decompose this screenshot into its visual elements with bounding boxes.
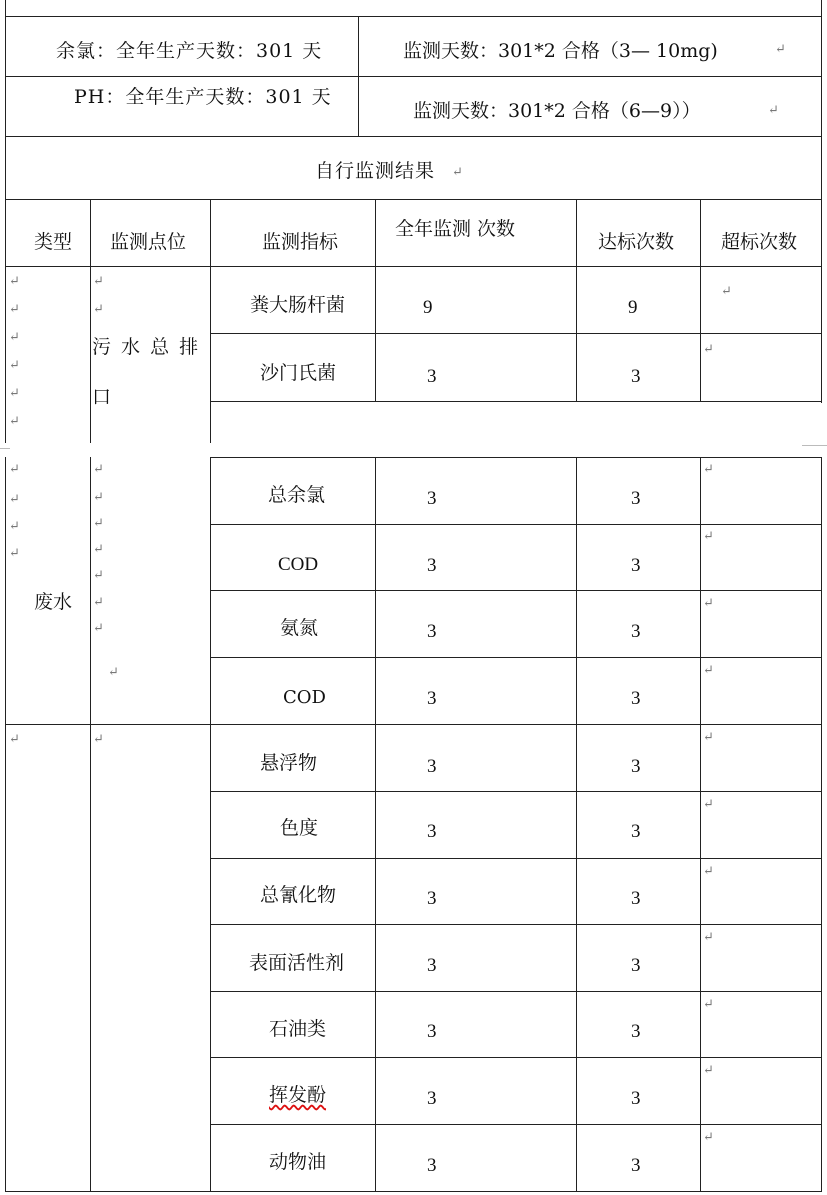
paragraph-mark: ↵	[9, 386, 20, 401]
paragraph-mark: ↵	[93, 516, 104, 531]
pass-count-cell: 3	[631, 366, 641, 387]
indicator-cell: 氨氮	[280, 617, 319, 639]
header-total-count: 全年监测 次数	[395, 218, 516, 240]
paragraph-mark: ↵	[9, 302, 20, 317]
paragraph-mark: ↵	[452, 165, 463, 180]
ph-monitor-result: 监测天数：301*2 合格（6—9））	[413, 100, 701, 122]
total-count-cell: 3	[427, 888, 437, 909]
total-count-cell: 3	[427, 688, 437, 709]
paragraph-mark: ↵	[93, 595, 104, 610]
total-count-cell: 3	[427, 955, 437, 976]
total-count-cell: 3	[427, 621, 437, 642]
page-break-marker	[0, 448, 10, 449]
pass-count-cell: 3	[631, 888, 641, 909]
pass-count-cell: 3	[631, 555, 641, 576]
paragraph-mark: ↵	[93, 462, 104, 477]
pass-count-cell: 3	[631, 1021, 641, 1042]
paragraph-mark: ↵	[93, 568, 104, 583]
pass-count-cell: 3	[631, 821, 641, 842]
indicator-cell: 粪大肠杆菌	[250, 294, 346, 316]
total-count-cell: 9	[423, 297, 433, 318]
total-count-cell: 3	[427, 1088, 437, 1109]
paragraph-mark: ↵	[703, 529, 714, 544]
ph-production-days: PH：全年生产天数：301 天	[74, 86, 332, 108]
paragraph-mark: ↵	[9, 492, 20, 507]
paragraph-mark: ↵	[703, 462, 714, 477]
chlorine-production-days: 余氯：全年生产天数：301 天	[56, 40, 323, 62]
indicator-cell: 挥发酚	[269, 1084, 327, 1106]
indicator-cell: 总氰化物	[260, 884, 337, 906]
paragraph-mark: ↵	[703, 864, 714, 879]
paragraph-mark: ↵	[93, 732, 104, 747]
total-count-cell: 3	[427, 821, 437, 842]
paragraph-mark: ↵	[9, 732, 20, 747]
paragraph-mark: ↵	[93, 274, 104, 289]
indicator-cell: COD	[283, 687, 326, 708]
indicator-cell: 石油类	[269, 1018, 327, 1040]
indicator-cell: COD	[278, 554, 319, 575]
chlorine-monitor-result: 监测天数：301*2 合格（3— 10mg)	[403, 40, 718, 62]
pass-count-cell: 3	[631, 1088, 641, 1109]
paragraph-mark: ↵	[93, 302, 104, 317]
pass-count-cell: 9	[628, 297, 638, 318]
paragraph-mark: ↵	[703, 797, 714, 812]
header-type: 类型	[34, 231, 73, 253]
indicator-cell: 表面活性剂	[249, 952, 345, 974]
paragraph-mark: ↵	[9, 330, 20, 345]
paragraph-mark: ↵	[703, 930, 714, 945]
paragraph-mark: ↵	[9, 274, 20, 289]
paragraph-mark: ↵	[93, 621, 104, 636]
section-title: 自行监测结果	[315, 160, 436, 182]
indicator-cell: 动物油	[269, 1151, 327, 1173]
pass-count-cell: 3	[631, 488, 641, 509]
paragraph-mark: ↵	[703, 997, 714, 1012]
header-point: 监测点位	[110, 231, 187, 253]
point-sewage-outlet-cont: 口	[92, 386, 112, 408]
indicator-cell: 总余氯	[268, 484, 326, 506]
paragraph-mark: ↵	[703, 663, 714, 678]
header-indicator: 监测指标	[262, 231, 339, 253]
header-exceed-count: 超标次数	[721, 231, 798, 253]
indicator-cell: 沙门氏菌	[260, 362, 337, 384]
pass-count-cell: 3	[631, 688, 641, 709]
page-break-marker	[802, 445, 827, 446]
paragraph-mark: ↵	[93, 542, 104, 557]
paragraph-mark: ↵	[9, 358, 20, 373]
paragraph-mark: ↵	[703, 596, 714, 611]
paragraph-mark: ↵	[703, 342, 714, 357]
total-count-cell: 3	[427, 1155, 437, 1176]
paragraph-mark: ↵	[108, 665, 119, 680]
total-count-cell: 3	[427, 756, 437, 777]
paragraph-mark: ↵	[703, 1130, 714, 1145]
paragraph-mark: ↵	[775, 42, 786, 57]
pass-count-cell: 3	[631, 756, 641, 777]
total-count-cell: 3	[427, 366, 437, 387]
paragraph-mark: ↵	[768, 103, 779, 118]
total-count-cell: 3	[427, 555, 437, 576]
header-pass-count: 达标次数	[598, 231, 675, 253]
total-count-cell: 3	[427, 488, 437, 509]
point-sewage-outlet: 污 水 总 排	[92, 336, 201, 358]
pass-count-cell: 3	[631, 621, 641, 642]
pass-count-cell: 3	[631, 1155, 641, 1176]
total-count-cell: 3	[427, 1021, 437, 1042]
paragraph-mark: ↵	[703, 730, 714, 745]
type-wastewater: 废水	[34, 591, 73, 613]
indicator-cell: 悬浮物	[260, 752, 318, 774]
paragraph-mark: ↵	[721, 284, 732, 299]
paragraph-mark: ↵	[9, 414, 20, 429]
indicator-cell: 色度	[280, 817, 319, 839]
paragraph-mark: ↵	[93, 490, 104, 505]
paragraph-mark: ↵	[9, 519, 20, 534]
pass-count-cell: 3	[631, 955, 641, 976]
paragraph-mark: ↵	[9, 546, 20, 561]
paragraph-mark: ↵	[703, 1063, 714, 1078]
paragraph-mark: ↵	[9, 462, 20, 477]
